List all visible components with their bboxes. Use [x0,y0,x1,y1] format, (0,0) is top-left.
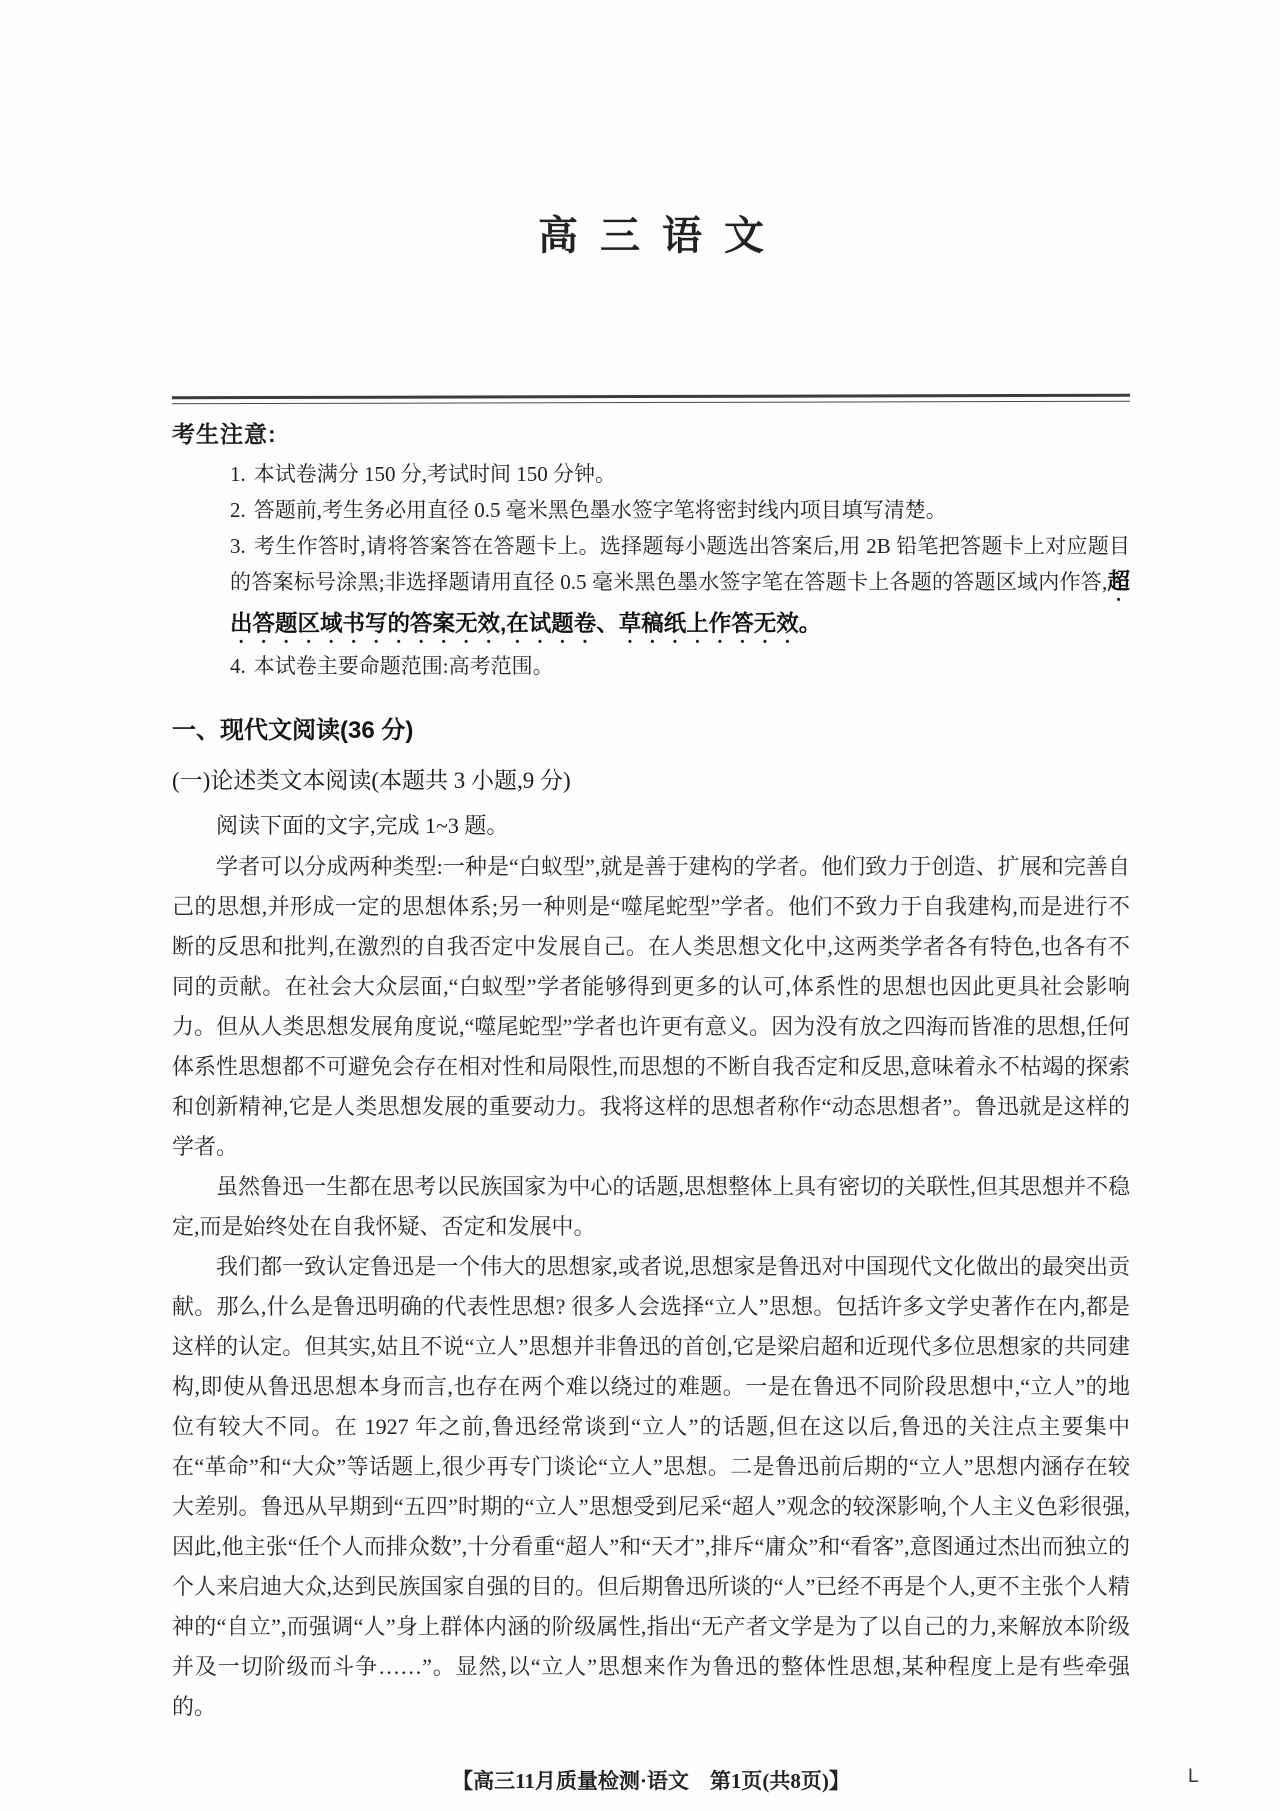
notice-item-number: 1. [230,462,246,486]
notice-item [230,648,1130,684]
reading-instruction: 阅读下面的文字,完成 1~3 题。 [216,813,509,838]
notice-item-number: 3. [230,534,246,558]
edge-mark: L [1188,1766,1199,1787]
page-footer [172,1765,1199,1795]
page-title: 高三语文 [538,213,786,258]
notice-item [230,528,1130,648]
notice-item-emphasized-text: 超出答题区域书写的答案无效,在试题卷、草稿纸上作答无效。 [230,569,1130,636]
notice-item-text: 答题前,考生务必用直径 0.5 毫米黑色墨水签字笔将密封线内项目填写清楚。 [253,498,947,522]
notice-item [230,492,1130,528]
passage-paragraph: 虽然鲁迅一生都在思考以民族国家为中心的话题,思想整体上具有密切的关联性,但其思想并不稳定,而是始终处在自我怀疑、否定和发展中。 [172,1174,1130,1239]
notice-item-number: 2. [230,498,246,522]
notice-item-text: 本试卷主要命题范围:高考范围。 [253,654,554,678]
header-divider [172,394,1130,405]
footer-text: 【高三11月质量检测·语文 第1页(共8页)】 [452,1769,850,1793]
notice-item-text: 本试卷满分 150 分,考试时间 150 分钟。 [253,462,616,486]
passage-paragraph: 我们都一致认定鲁迅是一个伟大的思想家,或者说,思想家是鲁迅对中国现代文化做出的最突出贡献。那么,什么是鲁迅明确的代表性思想? 很多人会选择“立人”思想。包括许多文学史著作在内,都是这样的认定。但其实,姑且不说“立人”思想并非鲁迅的首创,它是梁启超和近现代多位思想家的共同建构,即使从鲁迅思想本身而言,也存在两个难以绕过的难题。一是在鲁迅不同阶段思想中,“立人”的地位有较大不同。在 1927 年之前,鲁迅经常谈到“立人”的话题,但在这以后,鲁迅的关注点主要集中在“革命”和“大众”等话题上,很少再专门谈论“立人”思想。二是鲁迅前后期的“立人”思想内涵存在较大差别。鲁迅从早期到“五四”时期的“立人”思想受到尼采“超人”观念的较深影响,个人主义色彩很强,因此,他主张“任个人而排众数”,十分看重“超人”和“天才”,排斥“庸众”和“看客”,意图通过杰出而独立的个人来启迪大众,达到民族国家自强的目的。但后期鲁迅所谈的“人”已经不再是个人,更不主张个人精神的“自立”,而强调“人”身上群体内涵的阶级属性,指出“无产者文学是为了以自己的力,来解放本阶级并及一切阶级而斗争……”。显然,以“立人”思想来作为鲁迅的整体性思想,某种程度上是有些牵强的。 [172,1254,1130,1719]
subsection-heading: (一)论述类文本阅读(本题共 3 小题,9 分) [172,768,571,793]
passage-paragraph: 学者可以分成两种类型:一种是“白蚁型”,就是善于建构的学者。他们致力于创造、扩展和完善自己的思想,并形成一定的思想体系;另一种则是“噬尾蛇型”学者。他们不致力于自我建构,而是进行不断的反思和批判,在激烈的自我否定中发展自己。在人类思想文化中,这两类学者各有特色,也各有不同的贡献。在社会大众层面,“白蚁型”学者能够得到更多的认可,体系性的思想也因此更具社会影响力。但从人类思想发展角度说,“噬尾蛇型”学者也许更有意义。因为没有放之四海而皆准的思想,任何体系性思想都不可避免会存在相对性和局限性,而思想的不断自我否定和反思,意味着永不枯竭的探索和创新精神,它是人类思想发展的重要动力。我将这样的思想者称作“动态思想者”。鲁迅就是这样的学者。 [172,854,1130,1159]
notice-item [230,456,1130,492]
notice-item-text: 考生作答时,请将答案答在答题卡上。选择题每小题选出答案后,用 2B 铅笔把答题卡上对应题目的答案标号涂黑;非选择题请用直径 0.5 毫米黑色墨水签字笔在答题卡上各题的答题区域内作答, [230,534,1130,594]
notice-list [172,456,1130,684]
notice-item-number: 4. [230,654,246,678]
notice-heading: 考生注意: [172,421,277,447]
reading-passage [172,847,1130,1727]
page-content [172,0,1199,1795]
section-heading: 一、现代文阅读(36 分) [172,717,414,744]
